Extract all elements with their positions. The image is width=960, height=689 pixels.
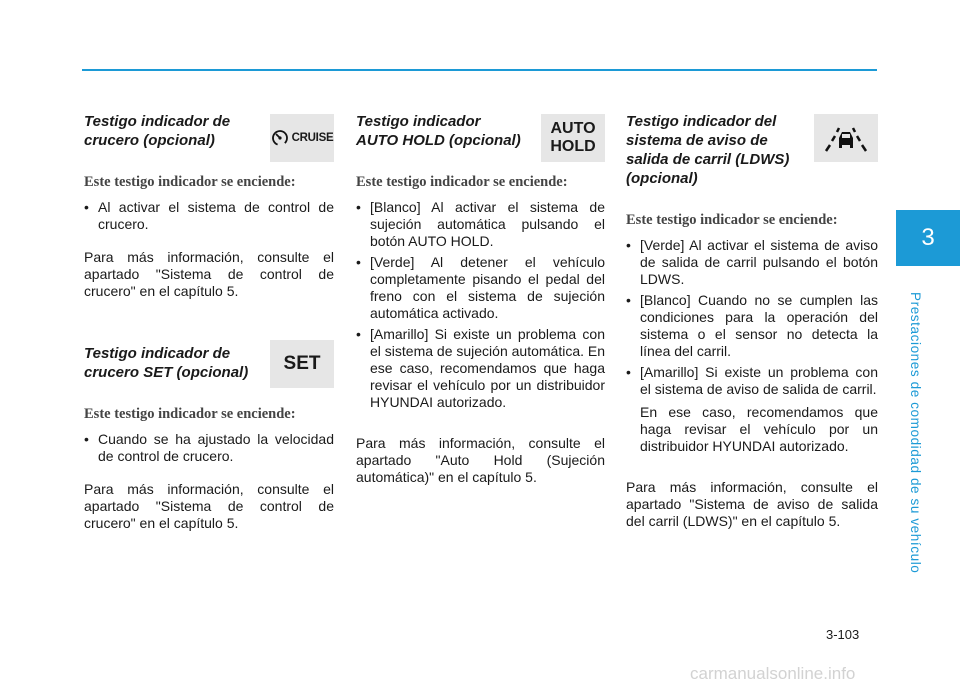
ldws-indicator <box>814 114 878 162</box>
indicator-line: AUTO <box>550 120 596 137</box>
heading-line: Testigo indicador <box>356 113 481 130</box>
heading-line: sistema de aviso de <box>626 132 768 149</box>
section-heading <box>626 108 811 188</box>
cruise-indicator-label: CRUISE <box>291 132 334 144</box>
reference-paragraph: Para más información, consulte el apartado "Sistema de aviso de salida del carril (LDWS)" en el capítulo 5. <box>626 479 878 529</box>
heading-line: Testigo indicador de <box>84 113 231 130</box>
heading-line: AUTO HOLD (opcional) <box>356 132 521 149</box>
top-rule <box>82 69 877 71</box>
section-ldws <box>626 108 878 530</box>
column-1 <box>84 108 334 532</box>
reference-paragraph: Para más información, consulte el apartado "Sistema de control de crucero" en el capítulo 5. <box>84 249 334 299</box>
column-2 <box>356 108 605 486</box>
bullet-list <box>84 199 334 233</box>
auto-hold-indicator-label <box>550 120 595 156</box>
heading-line: Testigo indicador del <box>626 113 777 130</box>
chapter-number: 3 <box>921 224 935 251</box>
heading-line: (opcional) <box>626 170 698 187</box>
heading-line: crucero (opcional) <box>84 132 215 149</box>
lane-departure-car-icon <box>822 123 870 153</box>
bullet-list <box>626 237 878 398</box>
cruise-speedometer-icon <box>271 129 289 147</box>
reference-paragraph: Para más información, consulte el apartado "Auto Hold (Sujeción automática)" en el capítulo 5. <box>356 435 605 485</box>
section-cruise <box>84 108 334 300</box>
list-item: • [Blanco] Cuando no se cumplen las condiciones para la operación del sistema o el sensor no detecta la línea del carril. <box>626 292 878 360</box>
section-subhead: Este testigo indicador se enciende: <box>84 406 296 422</box>
chapter-title-vertical: Prestaciones de comodidad de su vehículo <box>908 292 923 574</box>
list-item: • [Blanco] Al activar el sistema de sujeción automática pulsando el botón AUTO HOLD. <box>356 199 605 250</box>
reference-paragraph: Para más información, consulte el apartado "Sistema de control de crucero" en el capítulo 5. <box>84 481 334 531</box>
heading-line: crucero SET (opcional) <box>84 364 249 381</box>
list-item: • [Amarillo] Si existe un problema con el sistema de sujeción automática. En ese caso, recomendamos que haga revisar el vehículo por un distribuidor HYUNDAI autorizado. <box>356 326 605 411</box>
heading-line: Testigo indicador de <box>84 345 231 362</box>
bullet-list <box>356 199 605 411</box>
bullet-list <box>84 431 334 465</box>
section-auto-hold <box>356 108 605 486</box>
section-subhead: Este testigo indicador se enciende: <box>356 174 568 190</box>
list-item: • Al activar el sistema de control de crucero. <box>84 199 334 233</box>
list-item: • [Verde] Al detener el vehículo completamente pisando el pedal del freno con el sistema de sujeción automática activado. <box>356 254 605 322</box>
watermark: carmanualsonline.info <box>690 664 856 683</box>
continuation-note: En ese caso, recomendamos que haga revisar el vehículo por un distribuidor HYUNDAI autorizado. <box>640 404 878 454</box>
heading-line: salida de carril (LDWS) <box>626 151 790 168</box>
page-number: 3-103 <box>826 627 860 642</box>
cruise-indicator <box>270 114 334 162</box>
list-item: • [Verde] Al activar el sistema de aviso de salida de carril pulsando el botón LDWS. <box>626 237 878 288</box>
section-cruise-set <box>84 340 334 532</box>
set-indicator-label: SET <box>283 353 321 374</box>
set-indicator <box>270 340 334 388</box>
list-item: • [Amarillo] Si existe un problema con el sistema de aviso de salida de carril. <box>626 364 878 398</box>
auto-hold-indicator <box>541 114 605 162</box>
section-subhead: Este testigo indicador se enciende: <box>84 174 296 190</box>
column-3 <box>626 108 878 530</box>
list-item: • Cuando se ha ajustado la velocidad de control de crucero. <box>84 431 334 465</box>
section-subhead: Este testigo indicador se enciende: <box>626 212 838 228</box>
indicator-line: HOLD <box>550 138 596 155</box>
chapter-tab <box>896 210 960 266</box>
